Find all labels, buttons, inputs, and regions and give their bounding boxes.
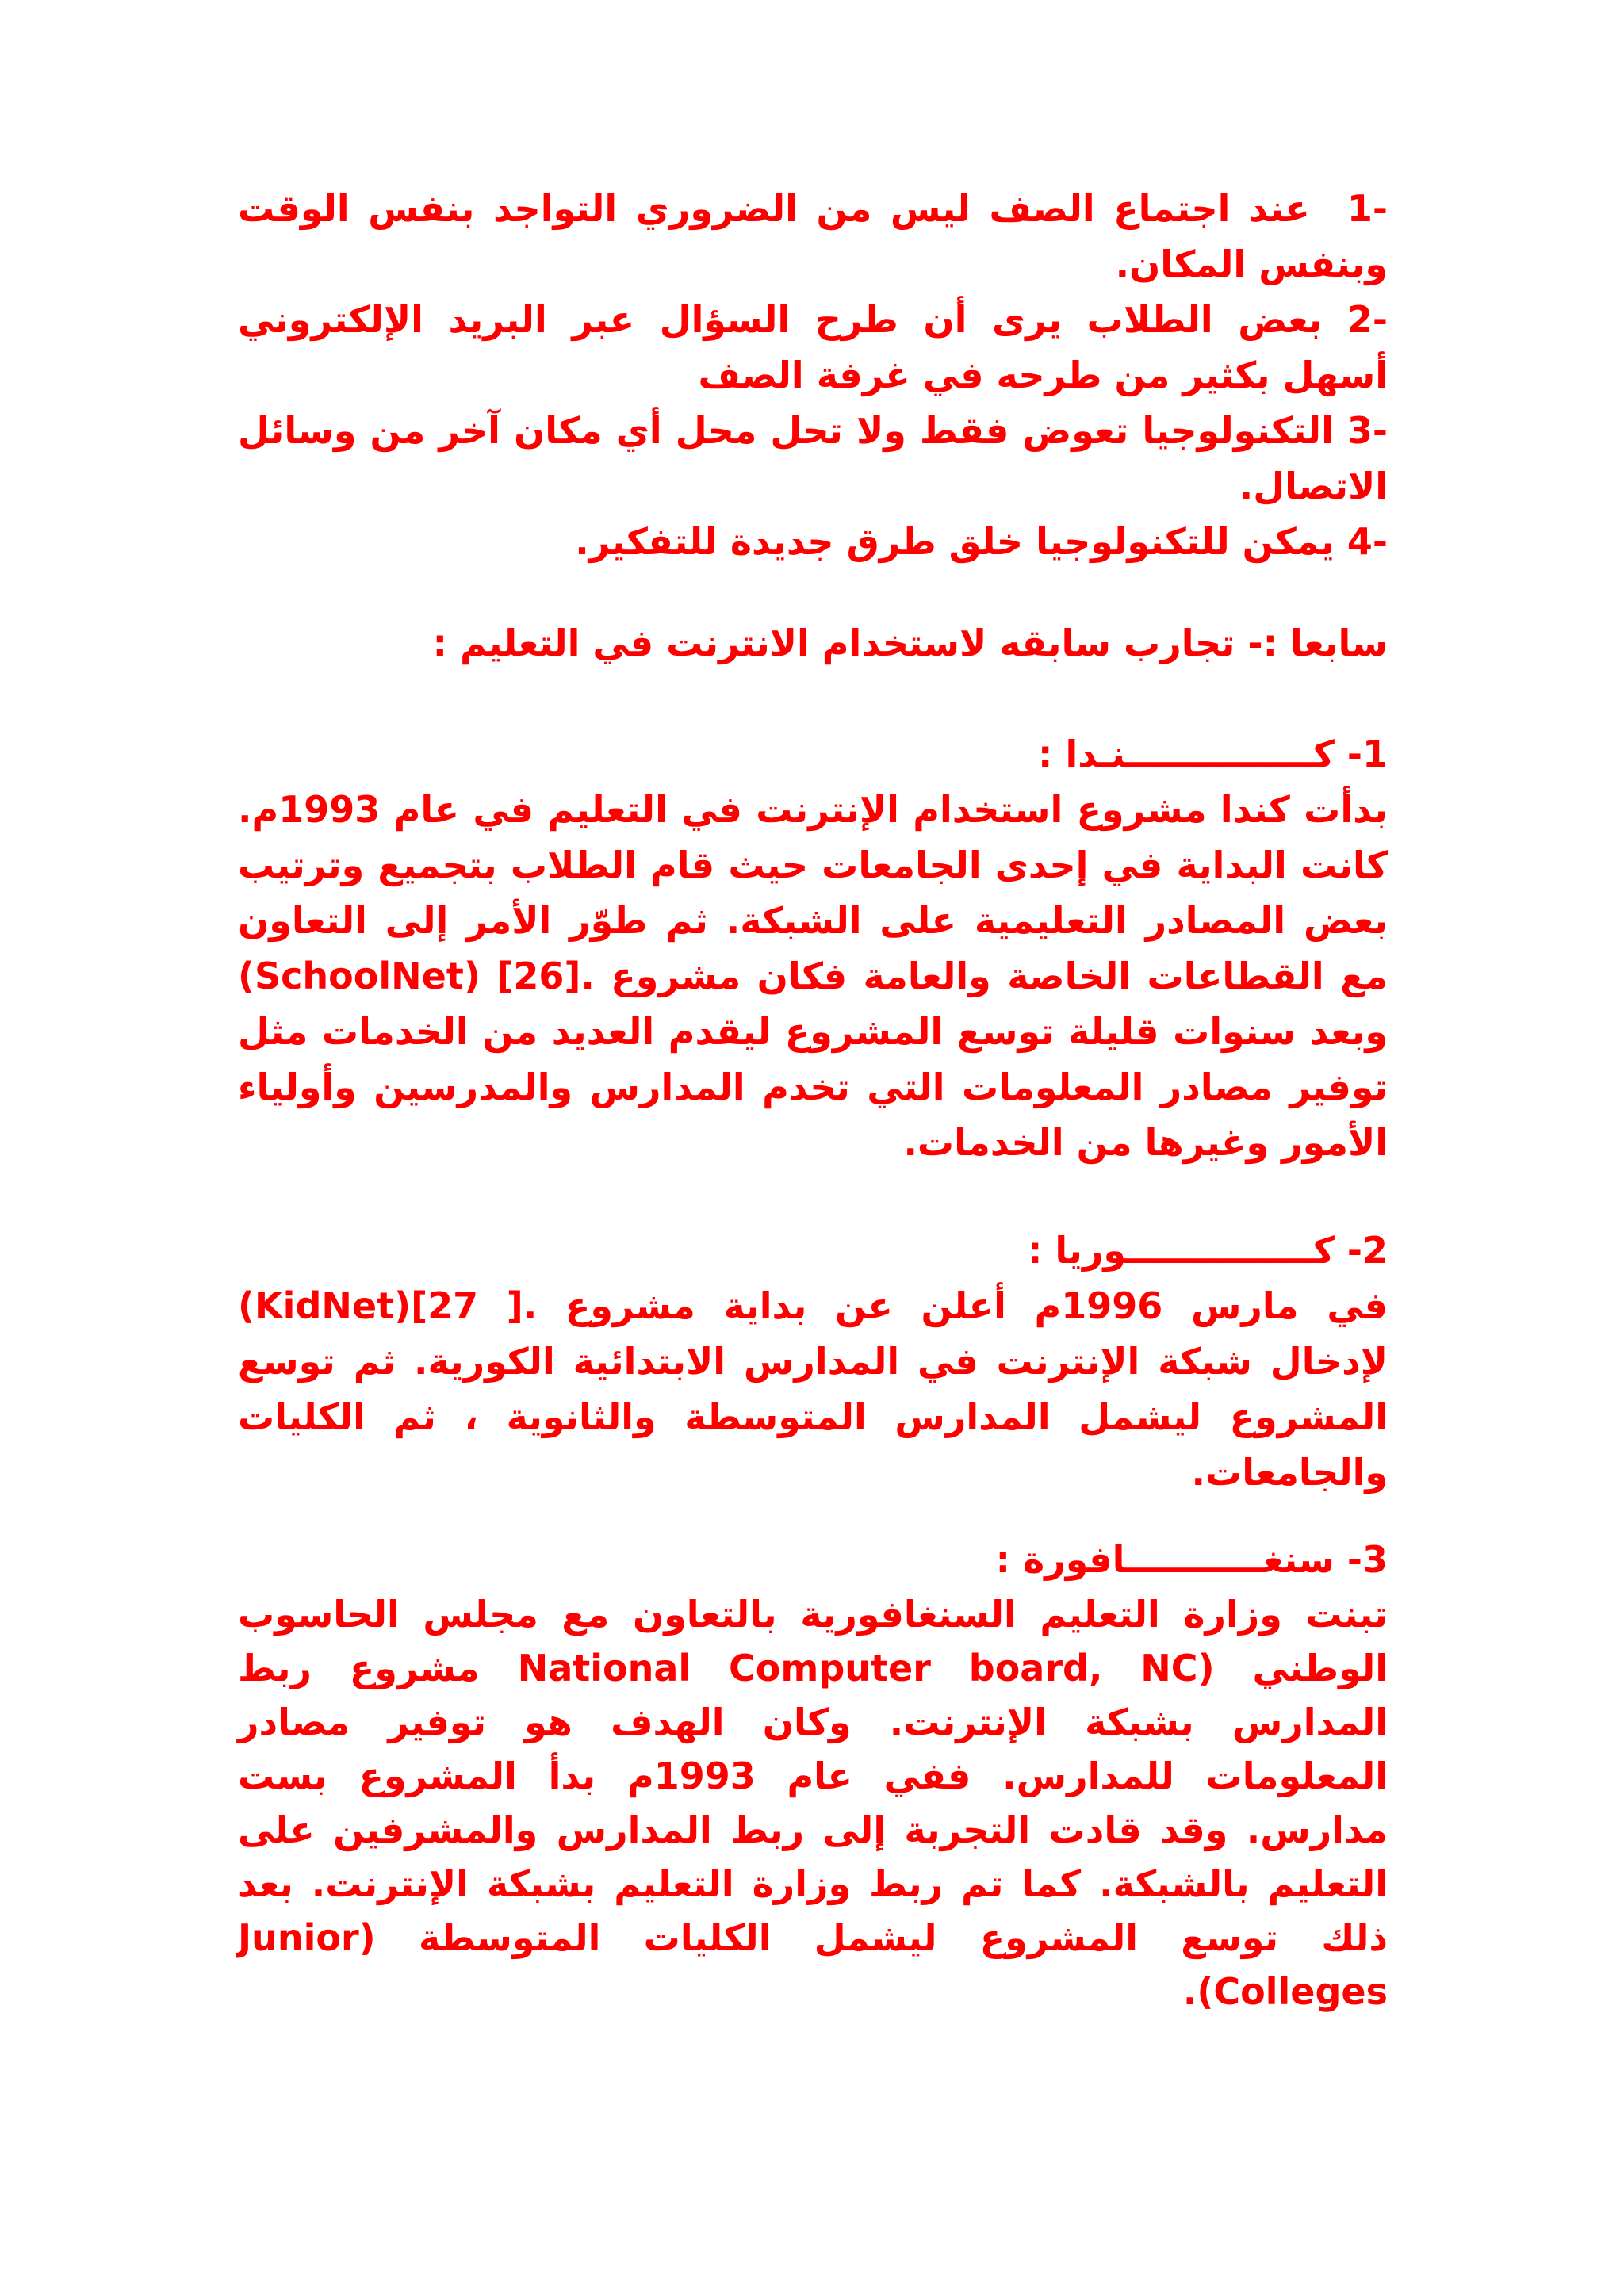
note-number: -2 bbox=[1346, 298, 1388, 341]
note-text: عند اجتماع الصف ليس من الضروري التواجد بنفس الوقت وبنفس المكان. bbox=[238, 187, 1388, 285]
note-number: -1 bbox=[1346, 187, 1388, 230]
note-text: التكنولوجيا تعوض فقط ولا تحل محل أي مكان آخر من وسائل الاتصال. bbox=[238, 409, 1388, 507]
country-singapore bbox=[238, 1532, 1388, 2019]
document-page bbox=[238, 181, 1388, 2019]
note-item-1 bbox=[238, 181, 1388, 292]
notes-list bbox=[238, 181, 1388, 569]
note-item-3 bbox=[238, 403, 1388, 514]
country-heading: 1- كـــــــــــــــنـدا : bbox=[1038, 733, 1388, 775]
country-body: في مارس 1996م أعلن عن بداية مشروع .[ 27](KidNet) لإدخال شبكة الإنترنت في المدارس الابتدائية الكورية. ثم توسع المشروع ليشمل المدارس المتوسطة والثانوية ، ثم الكليات والجامعات. bbox=[238, 1284, 1388, 1494]
country-body: بدأت كندا مشروع استخدام الإنترنت في التعليم في عام 1993م. كانت البداية في إحدى الجامعات حيث قام الطلاب بتجميع وترتيب بعض المصادر التعليمية على الشبكة. ثم طوّر الأمر إلى التعاون مع القطاعات الخاصة والعامة فكان مشروع .[26] (SchoolNet) وبعد سنوات قليلة توسع المشروع ليقدم العديد من الخدمات مثل توفير مصادر المعلومات التي تخدم المدارس والمدرسين وأولياء الأمور وغيرها من الخدمات. bbox=[238, 788, 1388, 1164]
note-item-2 bbox=[238, 292, 1388, 403]
section-title: سابعا :- تجارب سابقه لاستخدام الانترنت في التعليم : bbox=[432, 622, 1388, 664]
country-body: تبنت وزارة التعليم السنغافورية بالتعاون مع مجلس الحاسوب الوطني (National Computer board, NC مشروع ربط المدارس بشبكة الإنترنت. وكان الهدف هو توفير مصادر المعلومات للمدارس. ففي عام 1993م بدأ المشروع بست مدارس. وقد قادت التجربة إلى ربط المدارس والمشرفين على التعليم بالشبكة. كما تم ربط وزارة التعليم بشبكة الإنترنت. بعد ذلك توسع المشروع ليشمل الكليات المتوسطة (Junior Colleges). bbox=[238, 1593, 1388, 2013]
country-korea bbox=[238, 1223, 1388, 1500]
country-heading: 3- سنغـــــــــــافورة : bbox=[995, 1538, 1388, 1581]
country-heading: 2- كـــــــــــــــوريا : bbox=[1028, 1229, 1388, 1272]
note-item-4 bbox=[238, 514, 1388, 569]
note-number: -3 bbox=[1346, 409, 1388, 452]
note-number: -4 bbox=[1346, 520, 1388, 563]
note-text: بعض الطلاب يرى أن طرح السؤال عبر البريد الإلكتروني أسهل بكثير من طرحه في غرفة الصف bbox=[238, 298, 1388, 396]
country-canada bbox=[238, 726, 1388, 1170]
note-text: يمكن للتكنولوجيا خلق طرق جديدة للتفكير. bbox=[575, 520, 1335, 563]
